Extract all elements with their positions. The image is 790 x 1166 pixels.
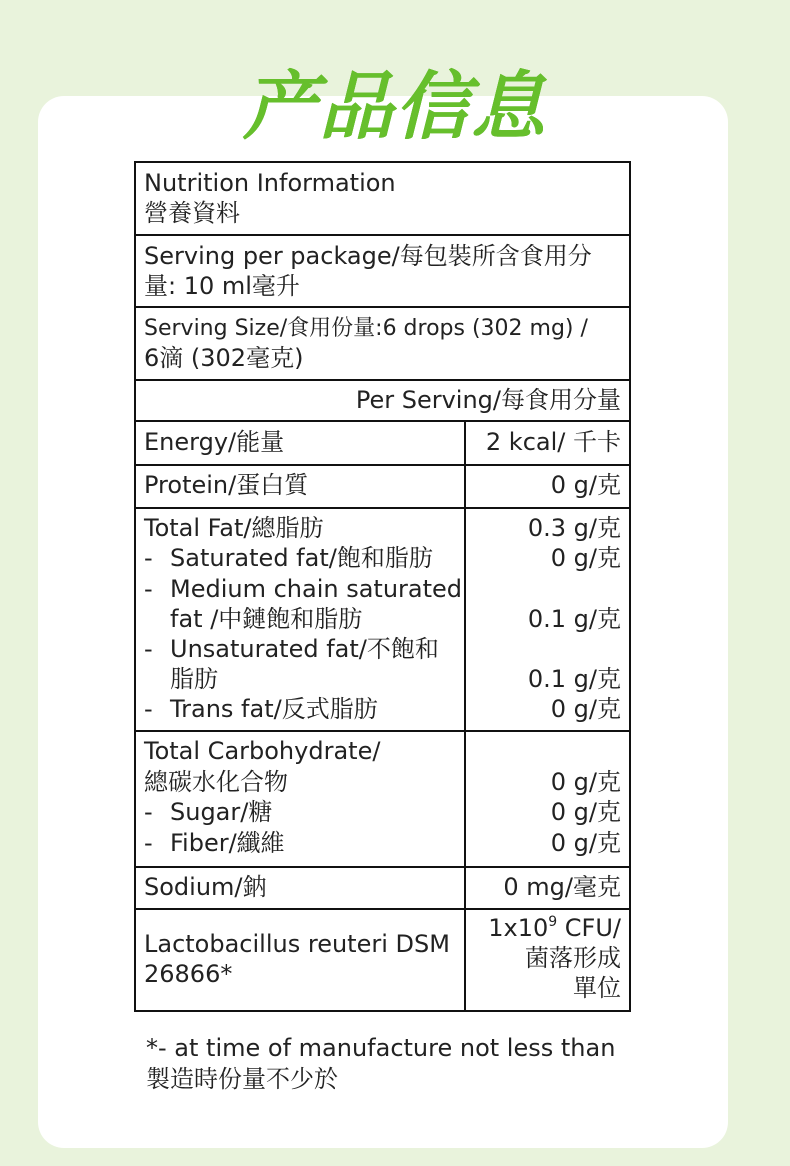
probiotic-value-2: 菌落形成 (525, 944, 621, 972)
bullet-dash: - (144, 544, 153, 572)
carbohydrate-label-2: 總碳水化合物 (144, 768, 288, 796)
divider (136, 464, 629, 466)
saturated-fat-text: Saturated fat/飽和脂肪 (170, 544, 433, 572)
page-title: 产品信息 (243, 64, 547, 150)
divider (136, 306, 629, 308)
mcs-fat-label (144, 575, 462, 604)
footnote-line-2: 製造時份量不少於 (146, 1065, 338, 1093)
sodium-label: Sodium/鈉 (144, 873, 267, 901)
probiotic-value-base: 1x10 (488, 914, 549, 942)
trans-fat-text: Trans fat/反式脂肪 (170, 695, 378, 723)
divider (136, 420, 629, 422)
mcs-fat-label-2: fat /中鏈飽和脂肪 (170, 605, 363, 633)
nutrition-heading-en: Nutrition Information (144, 169, 396, 197)
probiotic-label-2: 26866* (144, 960, 233, 988)
per-serving-header: Per Serving/每食用分量 (355, 386, 621, 414)
carbohydrate-value: 0 g/克 (550, 768, 621, 796)
sugar-value: 0 g/克 (550, 798, 621, 826)
saturated-fat-value: 0 g/克 (550, 544, 621, 572)
divider (136, 908, 629, 910)
total-fat-value: 0.3 g/克 (527, 514, 621, 542)
probiotic-value-exponent: 9 (548, 914, 558, 930)
energy-value: 2 kcal/ 千卡 (485, 428, 621, 456)
carbohydrate-label-1: Total Carbohydrate/ (144, 737, 381, 765)
probiotic-value-unit: CFU/ (557, 914, 621, 942)
bullet-dash: - (144, 635, 153, 663)
bullet-dash: - (144, 575, 153, 603)
footnote (146, 1033, 615, 1095)
unsaturated-fat-text-1: Unsaturated fat/不飽和 (170, 635, 439, 663)
sugar-label (144, 798, 272, 827)
serving-per-package-line2: 量: 10 ml毫升 (144, 272, 300, 300)
unsaturated-fat-label-2: 脂肪 (170, 665, 218, 693)
divider (136, 379, 629, 381)
mcs-fat-value: 0.1 g/克 (527, 605, 621, 633)
total-fat-label: Total Fat/總脂肪 (144, 514, 324, 542)
nutrition-table (134, 161, 631, 1012)
divider (136, 507, 629, 509)
divider (136, 866, 629, 868)
divider (136, 730, 629, 732)
mcs-fat-text-1: Medium chain saturated (170, 575, 463, 603)
fiber-text: Fiber/纖維 (170, 829, 285, 857)
fiber-value: 0 g/克 (550, 829, 621, 857)
bullet-dash: - (144, 695, 153, 723)
probiotic-value-1 (488, 914, 621, 943)
unsaturated-fat-value: 0.1 g/克 (527, 665, 621, 693)
sugar-text: Sugar/糖 (170, 798, 273, 826)
bullet-dash: - (144, 829, 153, 857)
unsaturated-fat-label (144, 635, 439, 664)
serving-per-package-line1: Serving per package/每包裝所含食用分 (144, 242, 592, 270)
bullet-dash: - (144, 798, 153, 826)
sodium-value: 0 mg/毫克 (503, 873, 621, 901)
nutrition-heading-zh: 營養資料 (144, 199, 240, 227)
energy-label: Energy/能量 (144, 428, 285, 456)
probiotic-label-1: Lactobacillus reuteri DSM (144, 930, 450, 958)
footnote-line-1: *- at time of manufacture not less than (146, 1034, 616, 1062)
probiotic-value-3: 單位 (573, 974, 621, 1002)
trans-fat-value: 0 g/克 (550, 695, 621, 723)
protein-label: Protein/蛋白質 (144, 471, 309, 499)
protein-value: 0 g/克 (550, 471, 621, 499)
divider (136, 234, 629, 236)
fiber-label (144, 829, 285, 858)
serving-size-line2: 6滴 (302毫克) (144, 344, 304, 372)
saturated-fat-label (144, 544, 433, 573)
trans-fat-label (144, 695, 378, 724)
serving-size-line1: Serving Size/食用份量:6 drops (302 mg) / (144, 316, 588, 341)
